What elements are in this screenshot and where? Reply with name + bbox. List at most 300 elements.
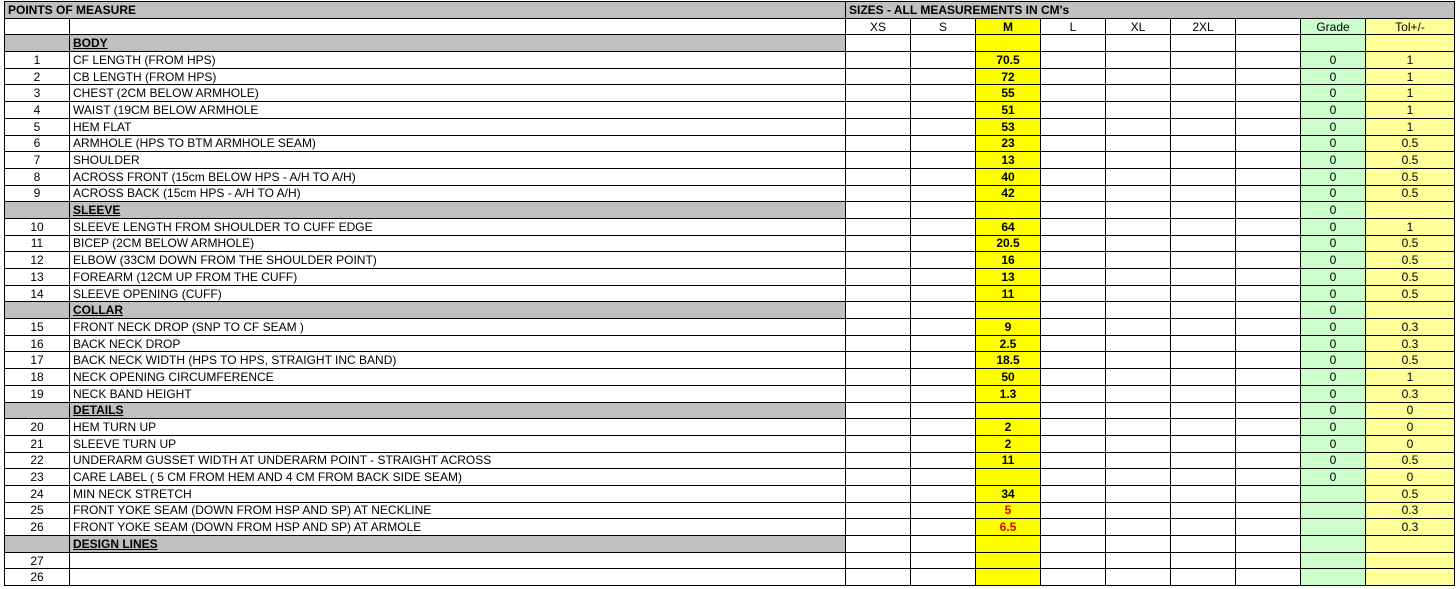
row-number[interactable]: 18 xyxy=(5,369,70,386)
size-l-cell[interactable] xyxy=(1041,552,1106,569)
size-2xl-cell[interactable] xyxy=(1171,352,1236,369)
size-xl-cell[interactable] xyxy=(1106,118,1171,135)
size-xl-cell[interactable] xyxy=(1106,285,1171,302)
grade-cell[interactable]: 0 xyxy=(1301,419,1366,436)
size-xs-cell[interactable] xyxy=(846,52,911,69)
size-l-cell[interactable] xyxy=(1041,319,1106,336)
row-number[interactable]: 9 xyxy=(5,185,70,202)
size-header-l[interactable]: L xyxy=(1041,18,1106,35)
row-number[interactable]: 22 xyxy=(5,452,70,469)
size-m-cell[interactable]: 72 xyxy=(976,68,1041,85)
size-extra-cell[interactable] xyxy=(1236,485,1301,502)
size-m-cell[interactable] xyxy=(976,569,1041,586)
measurement-description[interactable]: HEM FLAT xyxy=(70,118,846,135)
measurement-description[interactable]: ELBOW (33CM DOWN FROM THE SHOULDER POINT) xyxy=(70,252,846,269)
section-label[interactable]: DETAILS xyxy=(70,402,846,419)
size-xl-cell[interactable] xyxy=(1106,385,1171,402)
section-label[interactable]: COLLAR xyxy=(70,302,846,319)
size-xs-cell[interactable] xyxy=(846,485,911,502)
size-2xl-cell[interactable] xyxy=(1171,52,1236,69)
size-2xl-cell[interactable] xyxy=(1171,168,1236,185)
size-s-cell[interactable] xyxy=(911,502,976,519)
tolerance-cell[interactable]: 0.3 xyxy=(1366,502,1455,519)
size-extra-cell[interactable] xyxy=(1236,452,1301,469)
size-extra-cell[interactable] xyxy=(1236,152,1301,169)
size-2xl-cell[interactable] xyxy=(1171,536,1236,553)
size-extra-cell[interactable] xyxy=(1236,252,1301,269)
size-s-cell[interactable] xyxy=(911,485,976,502)
size-s-cell[interactable] xyxy=(911,552,976,569)
size-m-cell[interactable]: 64 xyxy=(976,218,1041,235)
size-s-cell[interactable] xyxy=(911,52,976,69)
section-label[interactable]: SLEEVE xyxy=(70,202,846,219)
size-xl-cell[interactable] xyxy=(1106,485,1171,502)
size-xl-cell[interactable] xyxy=(1106,419,1171,436)
size-m-cell[interactable]: 70.5 xyxy=(976,52,1041,69)
grade-cell[interactable]: 0 xyxy=(1301,252,1366,269)
row-number[interactable]: 19 xyxy=(5,385,70,402)
size-l-cell[interactable] xyxy=(1041,35,1106,52)
size-xs-cell[interactable] xyxy=(846,85,911,102)
section-blank-cell[interactable] xyxy=(5,35,70,52)
size-s-cell[interactable] xyxy=(911,85,976,102)
size-2xl-cell[interactable] xyxy=(1171,469,1236,486)
size-2xl-cell[interactable] xyxy=(1171,218,1236,235)
size-extra-cell[interactable] xyxy=(1236,469,1301,486)
tolerance-cell[interactable]: 1 xyxy=(1366,118,1455,135)
size-2xl-cell[interactable] xyxy=(1171,385,1236,402)
tolerance-cell[interactable]: 0.5 xyxy=(1366,269,1455,286)
size-s-cell[interactable] xyxy=(911,536,976,553)
row-number[interactable]: 26 xyxy=(5,569,70,586)
grade-cell[interactable] xyxy=(1301,502,1366,519)
size-l-cell[interactable] xyxy=(1041,369,1106,386)
size-l-cell[interactable] xyxy=(1041,168,1106,185)
tolerance-cell[interactable]: 1 xyxy=(1366,52,1455,69)
size-xs-cell[interactable] xyxy=(846,168,911,185)
size-s-cell[interactable] xyxy=(911,335,976,352)
tolerance-cell[interactable] xyxy=(1366,302,1455,319)
size-s-cell[interactable] xyxy=(911,235,976,252)
size-l-cell[interactable] xyxy=(1041,302,1106,319)
tolerance-cell[interactable]: 0 xyxy=(1366,435,1455,452)
size-s-cell[interactable] xyxy=(911,252,976,269)
tolerance-cell[interactable] xyxy=(1366,536,1455,553)
size-xl-cell[interactable] xyxy=(1106,102,1171,119)
size-extra-cell[interactable] xyxy=(1236,352,1301,369)
measurement-description[interactable]: BACK NECK WIDTH (HPS TO HPS, STRAIGHT INC BAND) xyxy=(70,352,846,369)
size-m-cell[interactable]: 20.5 xyxy=(976,235,1041,252)
size-xl-cell[interactable] xyxy=(1106,352,1171,369)
tolerance-cell[interactable]: 0.5 xyxy=(1366,252,1455,269)
size-extra-cell[interactable] xyxy=(1236,168,1301,185)
size-xs-cell[interactable] xyxy=(846,285,911,302)
tolerance-header[interactable]: Tol+/- xyxy=(1366,18,1455,35)
size-xl-cell[interactable] xyxy=(1106,319,1171,336)
size-l-cell[interactable] xyxy=(1041,502,1106,519)
size-l-cell[interactable] xyxy=(1041,118,1106,135)
tolerance-cell[interactable]: 1 xyxy=(1366,369,1455,386)
size-xs-cell[interactable] xyxy=(846,502,911,519)
size-xl-cell[interactable] xyxy=(1106,52,1171,69)
size-s-cell[interactable] xyxy=(911,402,976,419)
row-number[interactable]: 10 xyxy=(5,218,70,235)
size-2xl-cell[interactable] xyxy=(1171,35,1236,52)
grade-cell[interactable]: 0 xyxy=(1301,385,1366,402)
size-m-cell[interactable]: 11 xyxy=(976,452,1041,469)
tolerance-cell[interactable]: 1 xyxy=(1366,68,1455,85)
tolerance-cell[interactable]: 0.5 xyxy=(1366,285,1455,302)
measurement-description[interactable]: BACK NECK DROP xyxy=(70,335,846,352)
size-extra-cell[interactable] xyxy=(1236,302,1301,319)
measurement-description[interactable]: CF LENGTH (FROM HPS) xyxy=(70,52,846,69)
size-2xl-cell[interactable] xyxy=(1171,118,1236,135)
grade-cell[interactable] xyxy=(1301,536,1366,553)
size-m-cell[interactable] xyxy=(976,202,1041,219)
size-m-cell[interactable]: 5 xyxy=(976,502,1041,519)
size-m-cell[interactable]: 2 xyxy=(976,419,1041,436)
size-xs-cell[interactable] xyxy=(846,452,911,469)
size-l-cell[interactable] xyxy=(1041,435,1106,452)
size-xl-cell[interactable] xyxy=(1106,335,1171,352)
measurement-description[interactable]: ACROSS FRONT (15cm BELOW HPS - A/H TO A/H) xyxy=(70,168,846,185)
size-xl-cell[interactable] xyxy=(1106,452,1171,469)
tolerance-cell[interactable]: 0 xyxy=(1366,402,1455,419)
size-xs-cell[interactable] xyxy=(846,536,911,553)
size-xs-cell[interactable] xyxy=(846,118,911,135)
size-2xl-cell[interactable] xyxy=(1171,485,1236,502)
row-number[interactable]: 14 xyxy=(5,285,70,302)
size-xs-cell[interactable] xyxy=(846,185,911,202)
size-xs-cell[interactable] xyxy=(846,469,911,486)
tolerance-cell[interactable] xyxy=(1366,569,1455,586)
size-s-cell[interactable] xyxy=(911,519,976,536)
size-2xl-cell[interactable] xyxy=(1171,102,1236,119)
size-m-cell[interactable]: 6.5 xyxy=(976,519,1041,536)
size-l-cell[interactable] xyxy=(1041,85,1106,102)
size-m-cell[interactable]: 51 xyxy=(976,102,1041,119)
measurement-description[interactable]: CARE LABEL ( 5 CM FROM HEM AND 4 CM FROM BACK SIDE SEAM) xyxy=(70,469,846,486)
size-2xl-cell[interactable] xyxy=(1171,335,1236,352)
size-s-cell[interactable] xyxy=(911,185,976,202)
size-xs-cell[interactable] xyxy=(846,319,911,336)
tolerance-cell[interactable]: 0.3 xyxy=(1366,335,1455,352)
size-extra-cell[interactable] xyxy=(1236,519,1301,536)
row-number[interactable]: 12 xyxy=(5,252,70,269)
row-number[interactable]: 20 xyxy=(5,419,70,436)
size-l-cell[interactable] xyxy=(1041,452,1106,469)
size-xs-cell[interactable] xyxy=(846,202,911,219)
size-header-xs[interactable]: XS xyxy=(846,18,911,35)
grade-cell[interactable]: 0 xyxy=(1301,452,1366,469)
size-extra-cell[interactable] xyxy=(1236,185,1301,202)
size-s-cell[interactable] xyxy=(911,68,976,85)
tolerance-cell[interactable]: 0.3 xyxy=(1366,385,1455,402)
size-extra-cell[interactable] xyxy=(1236,135,1301,152)
size-2xl-cell[interactable] xyxy=(1171,319,1236,336)
size-m-cell[interactable] xyxy=(976,469,1041,486)
measurement-description[interactable]: SLEEVE OPENING (CUFF) xyxy=(70,285,846,302)
measurement-description[interactable]: ARMHOLE (HPS TO BTM ARMHOLE SEAM) xyxy=(70,135,846,152)
size-xs-cell[interactable] xyxy=(846,68,911,85)
size-xs-cell[interactable] xyxy=(846,35,911,52)
grade-cell[interactable]: 0 xyxy=(1301,269,1366,286)
size-xs-cell[interactable] xyxy=(846,235,911,252)
size-xs-cell[interactable] xyxy=(846,419,911,436)
row-number[interactable]: 2 xyxy=(5,68,70,85)
size-extra-cell[interactable] xyxy=(1236,52,1301,69)
size-xl-cell[interactable] xyxy=(1106,252,1171,269)
size-xl-cell[interactable] xyxy=(1106,469,1171,486)
size-xl-cell[interactable] xyxy=(1106,68,1171,85)
size-extra-cell[interactable] xyxy=(1236,369,1301,386)
tolerance-cell[interactable] xyxy=(1366,202,1455,219)
measurement-description[interactable]: BICEP (2CM BELOW ARMHOLE) xyxy=(70,235,846,252)
size-s-cell[interactable] xyxy=(911,352,976,369)
size-xs-cell[interactable] xyxy=(846,102,911,119)
size-xl-cell[interactable] xyxy=(1106,202,1171,219)
measurement-description[interactable]: ACROSS BACK (15cm HPS - A/H TO A/H) xyxy=(70,185,846,202)
size-extra-cell[interactable] xyxy=(1236,435,1301,452)
size-extra-cell[interactable] xyxy=(1236,218,1301,235)
size-xs-cell[interactable] xyxy=(846,352,911,369)
size-m-cell[interactable] xyxy=(976,302,1041,319)
size-extra-cell[interactable] xyxy=(1236,319,1301,336)
size-l-cell[interactable] xyxy=(1041,252,1106,269)
section-label[interactable]: BODY xyxy=(70,35,846,52)
grade-cell[interactable]: 0 xyxy=(1301,402,1366,419)
tolerance-cell[interactable]: 0.3 xyxy=(1366,519,1455,536)
size-l-cell[interactable] xyxy=(1041,469,1106,486)
tolerance-cell[interactable]: 0.5 xyxy=(1366,135,1455,152)
row-number[interactable]: 13 xyxy=(5,269,70,286)
size-m-cell[interactable]: 9 xyxy=(976,319,1041,336)
size-l-cell[interactable] xyxy=(1041,235,1106,252)
size-m-cell[interactable] xyxy=(976,552,1041,569)
tolerance-cell[interactable]: 0.5 xyxy=(1366,185,1455,202)
size-extra-cell[interactable] xyxy=(1236,419,1301,436)
grade-cell[interactable]: 0 xyxy=(1301,52,1366,69)
size-extra-cell[interactable] xyxy=(1236,235,1301,252)
size-header-xl[interactable]: XL xyxy=(1106,18,1171,35)
size-header-m[interactable]: M xyxy=(976,18,1041,35)
tolerance-cell[interactable]: 1 xyxy=(1366,85,1455,102)
size-m-cell[interactable]: 11 xyxy=(976,285,1041,302)
row-number[interactable]: 26 xyxy=(5,519,70,536)
size-2xl-cell[interactable] xyxy=(1171,435,1236,452)
size-m-cell[interactable]: 1.3 xyxy=(976,385,1041,402)
grade-cell[interactable]: 0 xyxy=(1301,152,1366,169)
size-l-cell[interactable] xyxy=(1041,285,1106,302)
size-extra-cell[interactable] xyxy=(1236,502,1301,519)
size-xs-cell[interactable] xyxy=(846,252,911,269)
size-extra-cell[interactable] xyxy=(1236,552,1301,569)
row-number[interactable]: 3 xyxy=(5,85,70,102)
grade-cell[interactable]: 0 xyxy=(1301,352,1366,369)
size-2xl-cell[interactable] xyxy=(1171,402,1236,419)
size-xs-cell[interactable] xyxy=(846,135,911,152)
size-xl-cell[interactable] xyxy=(1106,502,1171,519)
row-number[interactable]: 16 xyxy=(5,335,70,352)
size-l-cell[interactable] xyxy=(1041,569,1106,586)
size-m-cell[interactable]: 23 xyxy=(976,135,1041,152)
measurement-description[interactable]: CHEST (2CM BELOW ARMHOLE) xyxy=(70,85,846,102)
size-2xl-cell[interactable] xyxy=(1171,68,1236,85)
size-2xl-cell[interactable] xyxy=(1171,202,1236,219)
size-2xl-cell[interactable] xyxy=(1171,552,1236,569)
size-l-cell[interactable] xyxy=(1041,335,1106,352)
tolerance-cell[interactable]: 0.3 xyxy=(1366,319,1455,336)
size-l-cell[interactable] xyxy=(1041,52,1106,69)
size-xs-cell[interactable] xyxy=(846,402,911,419)
grade-cell[interactable] xyxy=(1301,519,1366,536)
measurement-description[interactable]: HEM TURN UP xyxy=(70,419,846,436)
size-s-cell[interactable] xyxy=(911,285,976,302)
size-l-cell[interactable] xyxy=(1041,519,1106,536)
tolerance-cell[interactable]: 0.5 xyxy=(1366,152,1455,169)
size-m-cell[interactable]: 16 xyxy=(976,252,1041,269)
size-s-cell[interactable] xyxy=(911,102,976,119)
grade-cell[interactable]: 0 xyxy=(1301,218,1366,235)
section-blank-cell[interactable] xyxy=(5,536,70,553)
size-2xl-cell[interactable] xyxy=(1171,519,1236,536)
size-s-cell[interactable] xyxy=(911,452,976,469)
section-blank-cell[interactable] xyxy=(5,302,70,319)
grade-cell[interactable]: 0 xyxy=(1301,369,1366,386)
size-xs-cell[interactable] xyxy=(846,218,911,235)
size-xl-cell[interactable] xyxy=(1106,569,1171,586)
size-xl-cell[interactable] xyxy=(1106,168,1171,185)
size-xl-cell[interactable] xyxy=(1106,218,1171,235)
size-xs-cell[interactable] xyxy=(846,302,911,319)
measurement-description[interactable]: CB LENGTH (FROM HPS) xyxy=(70,68,846,85)
size-xl-cell[interactable] xyxy=(1106,552,1171,569)
size-xs-cell[interactable] xyxy=(846,269,911,286)
size-s-cell[interactable] xyxy=(911,469,976,486)
size-s-cell[interactable] xyxy=(911,569,976,586)
size-s-cell[interactable] xyxy=(911,168,976,185)
row-number[interactable]: 17 xyxy=(5,352,70,369)
size-l-cell[interactable] xyxy=(1041,102,1106,119)
size-m-cell[interactable]: 53 xyxy=(976,118,1041,135)
measurement-description[interactable] xyxy=(70,552,846,569)
size-l-cell[interactable] xyxy=(1041,135,1106,152)
row-number[interactable]: 8 xyxy=(5,168,70,185)
size-extra-cell[interactable] xyxy=(1236,335,1301,352)
size-2xl-cell[interactable] xyxy=(1171,152,1236,169)
size-l-cell[interactable] xyxy=(1041,385,1106,402)
size-l-cell[interactable] xyxy=(1041,485,1106,502)
size-s-cell[interactable] xyxy=(911,35,976,52)
size-l-cell[interactable] xyxy=(1041,419,1106,436)
grade-cell[interactable] xyxy=(1301,569,1366,586)
size-s-cell[interactable] xyxy=(911,369,976,386)
measurement-description[interactable] xyxy=(70,569,846,586)
row-number[interactable]: 7 xyxy=(5,152,70,169)
size-s-cell[interactable] xyxy=(911,202,976,219)
grade-cell[interactable]: 0 xyxy=(1301,135,1366,152)
size-m-cell[interactable]: 18.5 xyxy=(976,352,1041,369)
tolerance-cell[interactable]: 0 xyxy=(1366,469,1455,486)
size-s-cell[interactable] xyxy=(911,419,976,436)
grade-cell[interactable]: 0 xyxy=(1301,235,1366,252)
size-xs-cell[interactable] xyxy=(846,569,911,586)
size-xl-cell[interactable] xyxy=(1106,185,1171,202)
blank-cell[interactable] xyxy=(5,18,70,35)
size-xs-cell[interactable] xyxy=(846,335,911,352)
size-l-cell[interactable] xyxy=(1041,152,1106,169)
size-m-cell[interactable]: 2 xyxy=(976,435,1041,452)
size-2xl-cell[interactable] xyxy=(1171,302,1236,319)
size-s-cell[interactable] xyxy=(911,218,976,235)
measurement-description[interactable]: NECK OPENING CIRCUMFERENCE xyxy=(70,369,846,386)
grade-cell[interactable] xyxy=(1301,485,1366,502)
size-xl-cell[interactable] xyxy=(1106,435,1171,452)
measurement-description[interactable]: MIN NECK STRETCH xyxy=(70,485,846,502)
size-extra-cell[interactable] xyxy=(1236,402,1301,419)
size-xl-cell[interactable] xyxy=(1106,269,1171,286)
measurement-description[interactable]: FRONT YOKE SEAM (DOWN FROM HSP AND SP) AT NECKLINE xyxy=(70,502,846,519)
size-xs-cell[interactable] xyxy=(846,519,911,536)
size-extra-cell[interactable] xyxy=(1236,536,1301,553)
size-xl-cell[interactable] xyxy=(1106,302,1171,319)
grade-cell[interactable]: 0 xyxy=(1301,319,1366,336)
size-xl-cell[interactable] xyxy=(1106,152,1171,169)
grade-header[interactable]: Grade xyxy=(1301,18,1366,35)
tolerance-cell[interactable]: 0.5 xyxy=(1366,352,1455,369)
size-m-cell[interactable]: 42 xyxy=(976,185,1041,202)
grade-cell[interactable]: 0 xyxy=(1301,68,1366,85)
row-number[interactable]: 1 xyxy=(5,52,70,69)
size-xs-cell[interactable] xyxy=(846,435,911,452)
blank-cell[interactable] xyxy=(70,18,846,35)
size-xl-cell[interactable] xyxy=(1106,135,1171,152)
size-2xl-cell[interactable] xyxy=(1171,569,1236,586)
size-extra-cell[interactable] xyxy=(1236,202,1301,219)
size-l-cell[interactable] xyxy=(1041,402,1106,419)
size-m-cell[interactable]: 50 xyxy=(976,369,1041,386)
grade-cell[interactable]: 0 xyxy=(1301,335,1366,352)
size-m-cell[interactable] xyxy=(976,536,1041,553)
row-number[interactable]: 15 xyxy=(5,319,70,336)
size-xl-cell[interactable] xyxy=(1106,369,1171,386)
row-number[interactable]: 5 xyxy=(5,118,70,135)
size-2xl-cell[interactable] xyxy=(1171,285,1236,302)
measurement-description[interactable]: WAIST (19CM BELOW ARMHOLE xyxy=(70,102,846,119)
size-2xl-cell[interactable] xyxy=(1171,235,1236,252)
grade-cell[interactable]: 0 xyxy=(1301,285,1366,302)
size-2xl-cell[interactable] xyxy=(1171,135,1236,152)
row-number[interactable]: 11 xyxy=(5,235,70,252)
section-blank-cell[interactable] xyxy=(5,202,70,219)
tolerance-cell[interactable]: 0.5 xyxy=(1366,485,1455,502)
row-number[interactable]: 24 xyxy=(5,485,70,502)
tolerance-cell[interactable]: 1 xyxy=(1366,218,1455,235)
size-extra-cell[interactable] xyxy=(1236,85,1301,102)
row-number[interactable]: 27 xyxy=(5,552,70,569)
grade-cell[interactable]: 0 xyxy=(1301,302,1366,319)
grade-cell[interactable] xyxy=(1301,552,1366,569)
size-s-cell[interactable] xyxy=(911,118,976,135)
size-2xl-cell[interactable] xyxy=(1171,252,1236,269)
points-of-measure-title[interactable]: POINTS OF MEASURE xyxy=(5,2,846,19)
size-xl-cell[interactable] xyxy=(1106,536,1171,553)
size-xs-cell[interactable] xyxy=(846,369,911,386)
size-extra-cell[interactable] xyxy=(1236,269,1301,286)
grade-cell[interactable]: 0 xyxy=(1301,202,1366,219)
size-extra-cell[interactable] xyxy=(1236,102,1301,119)
tolerance-cell[interactable]: 0.5 xyxy=(1366,452,1455,469)
